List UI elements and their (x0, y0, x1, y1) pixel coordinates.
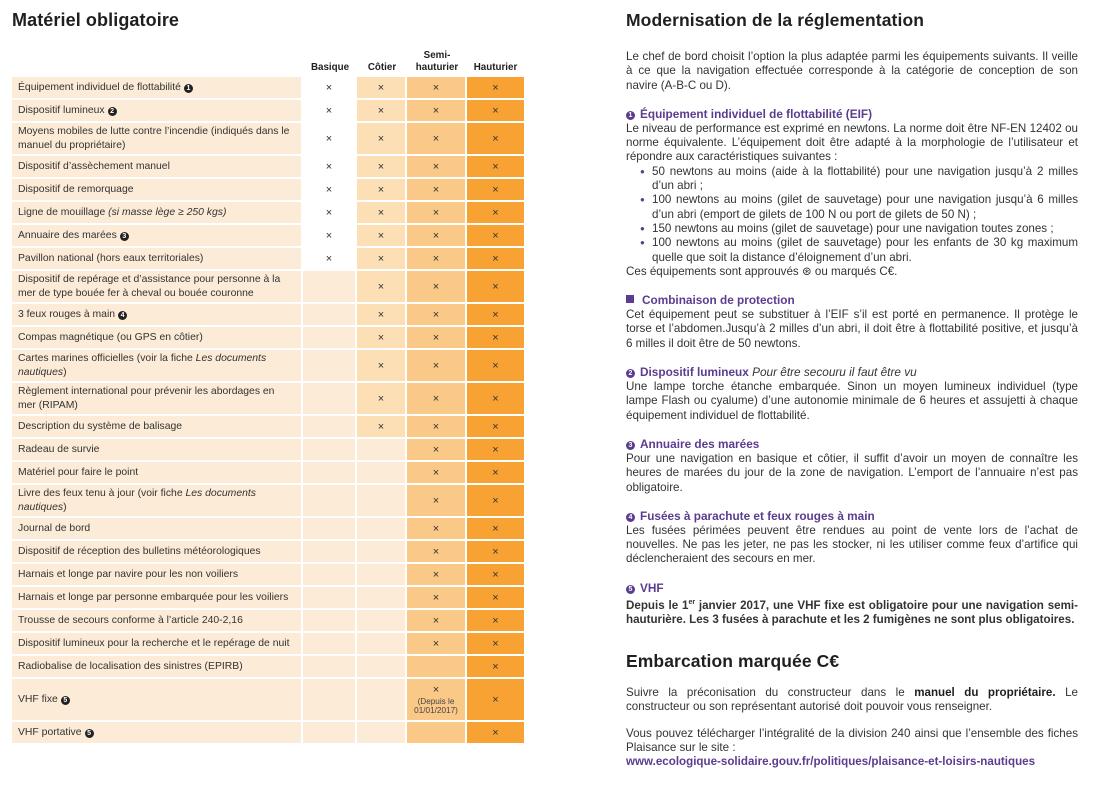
cell-hauturier (467, 564, 524, 587)
required-mark: × (325, 81, 333, 94)
required-mark: × (325, 160, 333, 173)
combinaison-heading: Combinaison de protection (626, 293, 1078, 308)
cell-basique (303, 656, 357, 679)
cell-hauturier (467, 679, 524, 722)
cell-basique (303, 439, 357, 462)
equipment-table-body (12, 77, 524, 745)
required-mark: × (432, 466, 440, 479)
cell-basique (303, 462, 357, 485)
required-mark: × (377, 392, 385, 405)
number-badge-1: 1 (626, 111, 635, 120)
required-mark: × (432, 637, 440, 650)
required-mark: × (432, 494, 440, 507)
cell-semi-hauturier (407, 350, 467, 383)
cell-hauturier (467, 610, 524, 633)
required-mark: × (432, 331, 440, 344)
equipment-table (12, 41, 524, 745)
header-empty (12, 41, 303, 77)
required-mark: × (325, 252, 333, 265)
cell-hauturier (467, 518, 524, 541)
required-mark: × (377, 81, 385, 94)
cell-hauturier (467, 179, 524, 202)
cell-cotier (357, 587, 407, 610)
row-label: Pavillon national (hors eaux territoriales) (12, 248, 303, 271)
cell-basique (303, 100, 357, 123)
required-mark: × (492, 206, 499, 219)
cell-cotier (357, 610, 407, 633)
cell-cotier (357, 518, 407, 541)
cell-semi-hauturier (407, 564, 467, 587)
number-badge-5: 5 (626, 585, 635, 594)
vhf-text: Depuis le 1er janvier 2017, une VHF fixe est obligatoire pour une navigation semi-hauturière. Les 3 fusées à parachute et les 2 fumigènes ne sont plus obligatoires. (626, 598, 1079, 626)
table-row (12, 633, 524, 656)
required-mark: × (377, 160, 385, 173)
cell-hauturier (467, 633, 524, 656)
note-badge-icon: 5 (85, 729, 94, 738)
table-row (12, 77, 524, 100)
required-mark: × (492, 443, 499, 456)
cell-cotier (357, 271, 407, 304)
required-mark: × (377, 183, 385, 196)
cell-cotier (357, 439, 407, 462)
fusees-block (626, 509, 1078, 567)
required-mark: × (492, 693, 499, 706)
cell-semi-hauturier (407, 225, 467, 248)
cell-semi-hauturier (407, 271, 467, 304)
row-label: Harnais et longe par navire pour les non voiliers (12, 564, 303, 587)
eif-block (626, 107, 1078, 279)
row-label: Dispositif de réception des bulletins météorologiques (12, 541, 303, 564)
cell-semi-hauturier (407, 248, 467, 271)
cell-basique (303, 77, 357, 100)
cell-basique (303, 271, 357, 304)
cell-semi-hauturier (407, 77, 467, 100)
required-mark: × (492, 420, 499, 433)
required-mark: × (492, 104, 499, 117)
required-mark: × (492, 545, 499, 558)
row-label: 3 feux rouges à main 4 (12, 304, 303, 327)
required-mark: × (432, 359, 440, 372)
note-badge-icon: 5 (61, 696, 70, 705)
row-label: Équipement individuel de flottabilité 1 (12, 77, 303, 100)
row-label: Livre des feux tenu à jour (voir fiche Les documents nautiques) (12, 485, 303, 518)
cell-cotier (357, 383, 407, 416)
header-hauturier: Hauturier (473, 61, 518, 73)
cell-semi-hauturier (407, 679, 467, 722)
table-row (12, 541, 524, 564)
required-mark: × (325, 104, 333, 117)
cell-semi-hauturier (407, 439, 467, 462)
number-badge-2: 2 (626, 369, 635, 378)
section-title-embarcation: Embarcation marquée C€ (626, 651, 840, 672)
required-mark: × (432, 81, 440, 94)
cell-hauturier (467, 156, 524, 179)
marees-block (626, 437, 1078, 495)
required-mark: × (377, 280, 385, 293)
row-label: Dispositif de remorquage (12, 179, 303, 202)
cell-basique (303, 485, 357, 518)
cell-cotier (357, 179, 407, 202)
required-mark: × (492, 466, 499, 479)
required-mark: × (432, 308, 440, 321)
header-basique: Basique (310, 61, 350, 73)
table-row (12, 518, 524, 541)
required-mark: × (492, 252, 499, 265)
cell-hauturier (467, 350, 524, 383)
cell-basique (303, 541, 357, 564)
cell-cotier (357, 304, 407, 327)
required-mark: × (492, 522, 499, 535)
row-label: Harnais et longe par personne embarquée pour les voiliers (12, 587, 303, 610)
required-mark: × (325, 132, 333, 145)
cell-hauturier (467, 100, 524, 123)
required-mark: × (492, 726, 499, 739)
required-mark: × (377, 104, 385, 117)
table-row (12, 722, 524, 745)
note-badge-icon: 2 (108, 107, 117, 116)
row-label: Radiobalise de localisation des sinistres (EPIRB) (12, 656, 303, 679)
cell-note: (Depuis le 01/01/2017) (414, 696, 458, 716)
required-mark: × (325, 183, 333, 196)
fusees-heading: 4 Fusées à parachute et feux rouges à main (626, 509, 1078, 524)
eif-list (640, 165, 1078, 265)
lumineux-block (626, 365, 1078, 423)
cell-hauturier (467, 462, 524, 485)
required-mark: × (432, 392, 440, 405)
cell-semi-hauturier (407, 416, 467, 439)
required-mark: × (492, 160, 499, 173)
cell-semi-hauturier (407, 610, 467, 633)
cell-semi-hauturier (407, 541, 467, 564)
cell-hauturier (467, 541, 524, 564)
cell-basique (303, 327, 357, 350)
row-label: Dispositif lumineux 2 (12, 100, 303, 123)
row-label: Dispositif lumineux pour la recherche et le repérage de nuit (12, 633, 303, 656)
required-mark: × (492, 132, 499, 145)
cell-semi-hauturier (407, 633, 467, 656)
table-row (12, 156, 524, 179)
list-item: ● 100 newtons au moins (gilet de sauvetage) pour une navigation jusqu’à 6 milles d’un abri (emport de gilets de 100 N ou port de gilets de 50 N) ; (640, 193, 1078, 222)
cell-hauturier (467, 416, 524, 439)
row-label: Ligne de mouillage (si masse lège ≥ 250 kgs) (12, 202, 303, 225)
required-mark: × (377, 252, 385, 265)
table-row (12, 225, 524, 248)
required-mark: × (432, 443, 440, 456)
required-mark: × (432, 280, 440, 293)
cell-basique (303, 156, 357, 179)
required-mark: × (492, 229, 499, 242)
row-label: Trousse de secours conforme à l’article 240-2,16 (12, 610, 303, 633)
embarcation-block (626, 651, 1078, 769)
table-row (12, 587, 524, 610)
cell-cotier (357, 77, 407, 100)
required-mark: × (492, 331, 499, 344)
note-badge-icon: 1 (184, 84, 193, 93)
embarcation-text: Suivre la préconisation du constructeur dans le manuel du propriétaire. Le constructeur ou son représentant autorisé doit pouvoir vous renseigner. (626, 686, 1078, 714)
cell-hauturier (467, 383, 524, 416)
row-label: Règlement international pour prévenir les abordages en mer (RIPAM) (12, 383, 303, 416)
cell-semi-hauturier (407, 304, 467, 327)
required-mark: × (377, 132, 385, 145)
table-row (12, 462, 524, 485)
cell-cotier (357, 633, 407, 656)
cell-semi-hauturier (407, 123, 467, 156)
lumineux-text: Une lampe torche étanche embarquée. Sinon un moyen lumineux individuel (type lampe Flash ou cyalume) d’une autonomie minimale de 6 heures et assujetti à chaque équipement individuel de flottabilité. (626, 380, 1078, 422)
required-mark: × (432, 132, 440, 145)
cell-hauturier (467, 248, 524, 271)
required-mark: × (492, 308, 499, 321)
square-bullet-icon (626, 295, 634, 303)
required-mark: × (492, 280, 499, 293)
required-mark: × (492, 183, 499, 196)
list-item: ● 100 newtons au moins (gilet de sauvetage) pour les enfants de 30 kg maximum quelle que soit la distance d’éloignement d’un abri. (640, 236, 1078, 265)
table-row (12, 123, 524, 156)
required-mark: × (432, 206, 440, 219)
row-label: Compas magnétique (ou GPS en côtier) (12, 327, 303, 350)
table-row (12, 439, 524, 462)
cell-cotier (357, 123, 407, 156)
required-mark: × (432, 104, 440, 117)
cell-semi-hauturier (407, 179, 467, 202)
table-row (12, 327, 524, 350)
number-badge-4: 4 (626, 513, 635, 522)
cell-hauturier (467, 327, 524, 350)
row-label: Annuaire des marées 3 (12, 225, 303, 248)
cell-semi-hauturier (407, 485, 467, 518)
required-mark: × (432, 420, 440, 433)
cell-basique (303, 225, 357, 248)
cell-semi-hauturier (407, 100, 467, 123)
note-badge-icon: 3 (120, 232, 129, 241)
required-mark: × (432, 591, 440, 604)
required-mark: × (377, 359, 385, 372)
row-label: Journal de bord (12, 518, 303, 541)
table-row (12, 179, 524, 202)
required-mark: × (492, 591, 499, 604)
row-label: Matériel pour faire le point (12, 462, 303, 485)
table-row (12, 350, 524, 383)
table-row (12, 564, 524, 587)
row-label: Radeau de survie (12, 439, 303, 462)
cell-cotier (357, 327, 407, 350)
cell-hauturier (467, 225, 524, 248)
row-label: Moyens mobiles de lutte contre l’incendie (indiqués dans le manuel du propriétaire) (12, 123, 303, 156)
cell-semi-hauturier (407, 587, 467, 610)
website-link[interactable]: www.ecologique-solidaire.gouv.fr/politiques/plaisance-et-loisirs-nautiques (626, 755, 1036, 769)
required-mark: × (432, 522, 440, 535)
cell-semi-hauturier (407, 156, 467, 179)
cell-semi-hauturier (407, 202, 467, 225)
table-row (12, 416, 524, 439)
cell-cotier (357, 248, 407, 271)
cell-cotier (357, 225, 407, 248)
required-mark: × (432, 568, 440, 581)
download-text: Vous pouvez télécharger l’intégralité de la division 240 ainsi que l’ensemble des fiches Plaisance sur le site : www.ecologique-solidaire.gouv.fr/politiques/plaisance-et-loisirs-nautiques (626, 726, 1078, 769)
cell-semi-hauturier (407, 722, 467, 745)
fusees-text: Les fusées périmées peuvent être rendues au point de vente lors de l’achat de nouvelles. Ne pas les jeter, ne pas les stocker, ni les utiliser comme feux d’artifice qui déclencheraient des secours en mer. (626, 523, 1078, 566)
cell-semi-hauturier (407, 462, 467, 485)
cell-basique (303, 202, 357, 225)
required-mark: × (432, 614, 440, 627)
cell-basique (303, 633, 357, 656)
section-title-modernisation: Modernisation de la réglementation (626, 10, 925, 30)
table-row (12, 383, 524, 416)
cell-hauturier (467, 271, 524, 304)
intro-paragraph: Le chef de bord choisit l’option la plus adaptée parmi les équipements suivants. Il veille à ce que la navigation effectuée corresponde à la catégorie de conception de son navire (A-B-C ou D). (626, 50, 1078, 92)
table-row (12, 656, 524, 679)
cell-cotier (357, 656, 407, 679)
eif-approval-text: Ces équipements sont approuvés ⊛ ou marqués C€. (626, 264, 898, 278)
list-item: ● 50 newtons au moins (aide à la flottabilité) pour une navigation jusqu’à 2 milles d’un abri ; (640, 165, 1078, 194)
cell-cotier (357, 202, 407, 225)
required-mark: × (377, 206, 385, 219)
row-label: Cartes marines officielles (voir la fiche Les documents nautiques) (12, 350, 303, 383)
required-mark: × (377, 229, 385, 242)
combinaison-text: Cet équipement peut se substituer à l’EIF s’il est porté en permanence. Il protège le torse et l’abdomen.Jusqu’à 2 milles d’un abri, il doit être à flottabilité positive, et jusqu’à 6 milles il doit être de 50 newtons. (626, 308, 1078, 350)
header-cotier: Côtier (367, 61, 397, 73)
cell-cotier (357, 416, 407, 439)
row-label: VHF portative 5 (12, 722, 303, 745)
cell-basique (303, 179, 357, 202)
vhf-block (626, 581, 1078, 627)
required-mark: × (492, 81, 499, 94)
required-mark: × (492, 392, 499, 405)
required-mark: × (432, 252, 440, 265)
table-row (12, 485, 524, 518)
cell-basique (303, 518, 357, 541)
cell-basique (303, 722, 357, 745)
regulation-section (626, 10, 1078, 770)
required-mark: × (432, 160, 440, 173)
required-mark: × (432, 545, 440, 558)
cell-semi-hauturier (407, 518, 467, 541)
cell-cotier (357, 350, 407, 383)
cell-hauturier (467, 304, 524, 327)
required-mark: × (377, 420, 385, 433)
table-row (12, 304, 524, 327)
cell-hauturier (467, 722, 524, 745)
equipment-section (12, 10, 527, 745)
cell-cotier (357, 100, 407, 123)
lumineux-heading: 2 Dispositif lumineux Pour être secouru il faut être vu (626, 365, 1078, 380)
row-label: VHF fixe 5 (12, 679, 303, 722)
table-row (12, 202, 524, 225)
cell-basique (303, 383, 357, 416)
cell-cotier (357, 541, 407, 564)
required-mark: × (492, 568, 499, 581)
required-mark: × (492, 614, 499, 627)
section-title-materiel: Matériel obligatoire (12, 10, 180, 30)
required-mark: × (377, 308, 385, 321)
required-mark: × (377, 331, 385, 344)
cell-hauturier (467, 202, 524, 225)
row-label: Description du système de balisage (12, 416, 303, 439)
cell-cotier (357, 156, 407, 179)
cell-hauturier (467, 439, 524, 462)
required-mark: × (325, 206, 333, 219)
cell-cotier (357, 679, 407, 722)
cell-hauturier (467, 123, 524, 156)
list-item: ● 150 newtons au moins (gilet de sauvetage) pour une navigation toutes zones ; (640, 222, 1078, 236)
combinaison-block (626, 293, 1078, 351)
eif-text: Le niveau de performance est exprimé en newtons. La norme doit être NF-EN 12402 ou norme équivalente. L’équipement doit être adapté à la morphologie de l’utilisateur et répondre aux caractéristiques suivantes : (626, 121, 1078, 164)
required-mark: × (492, 637, 499, 650)
required-mark: × (432, 183, 440, 196)
row-label: Dispositif de repérage et d’assistance pour personne à la mer de type bouée fer à cheval ou bouée couronne (12, 271, 303, 304)
table-row (12, 679, 524, 722)
table-row (12, 610, 524, 633)
marees-heading: 3 Annuaire des marées (626, 437, 1078, 452)
cell-basique (303, 679, 357, 722)
table-row (12, 100, 524, 123)
marees-text: Pour une navigation en basique et côtier, il suffit d’avoir un moyen de connaître les heures de marées du jour de la zone de navigation. L’emport de l’annuaire n’est pas obligatoire. (626, 451, 1078, 494)
required-mark: × (492, 660, 499, 673)
cell-cotier (357, 485, 407, 518)
header-semi-hauturier: Semi- hauturier (415, 50, 459, 73)
note-badge-icon: 4 (118, 311, 127, 320)
cell-cotier (357, 462, 407, 485)
cell-basique (303, 350, 357, 383)
vhf-heading: 5 VHF (626, 581, 1078, 596)
cell-basique (303, 610, 357, 633)
cell-hauturier (467, 587, 524, 610)
cell-semi-hauturier (407, 327, 467, 350)
number-badge-3: 3 (626, 441, 635, 450)
required-mark: × (432, 229, 440, 242)
eif-heading: 1 Équipement individuel de flottabilité (EIF) (626, 107, 1078, 122)
cell-basique (303, 304, 357, 327)
cell-hauturier (467, 77, 524, 100)
cell-basique (303, 587, 357, 610)
required-mark: × (492, 494, 499, 507)
cell-semi-hauturier (407, 383, 467, 416)
cell-semi-hauturier (407, 656, 467, 679)
table-row (12, 271, 524, 304)
table-row (12, 248, 524, 271)
cell-basique (303, 564, 357, 587)
row-label: Dispositif d’assèchement manuel (12, 156, 303, 179)
cell-basique (303, 416, 357, 439)
required-mark: × (325, 229, 333, 242)
required-mark: × (432, 683, 440, 696)
required-mark: × (492, 359, 499, 372)
cell-cotier (357, 722, 407, 745)
cell-hauturier (467, 485, 524, 518)
cell-basique (303, 248, 357, 271)
table-header-row (12, 41, 524, 77)
cell-basique (303, 123, 357, 156)
cell-cotier (357, 564, 407, 587)
cell-hauturier (467, 656, 524, 679)
